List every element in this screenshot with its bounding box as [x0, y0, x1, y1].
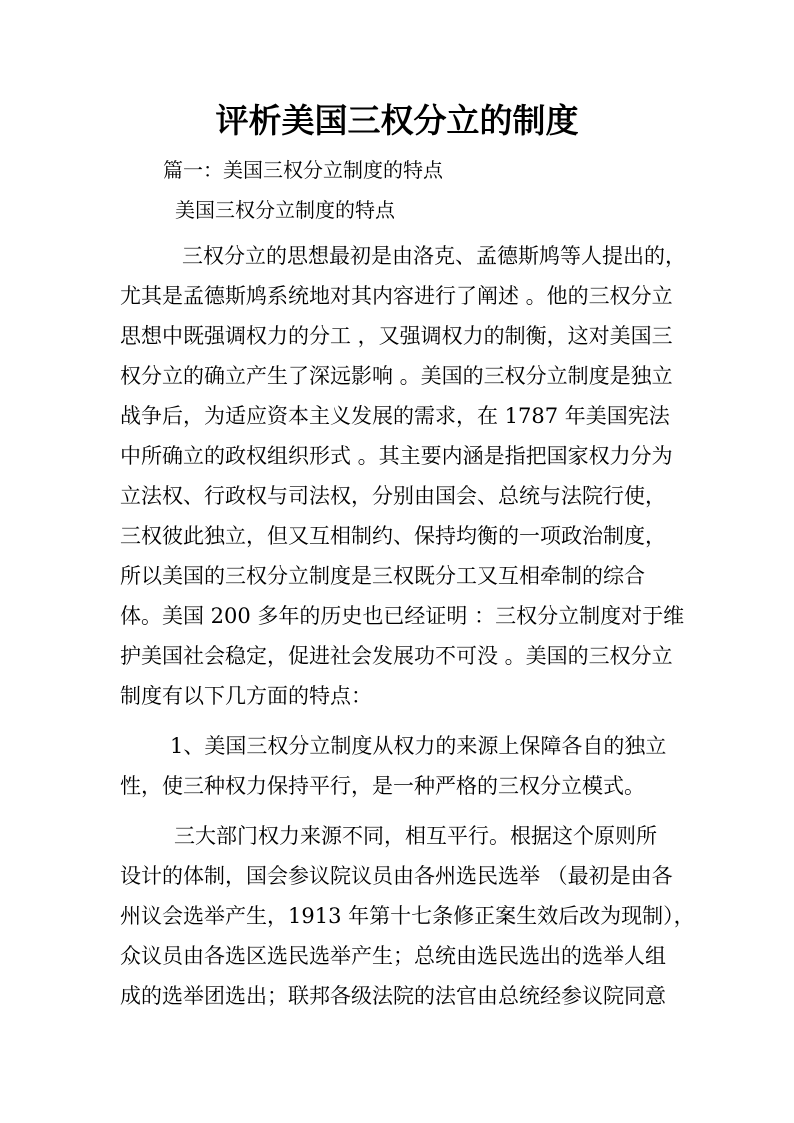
paragraph-line: 权分立的确立产生了深远影响 。美国的三权分立制度是独立: [120, 364, 673, 388]
paragraph-line: 三大部门权力来源不同，相互平行。根据这个原则所: [174, 824, 657, 848]
paragraph-line: 中所确立的政权组织形式 。其主要内涵是指把国家权力分为: [120, 444, 673, 468]
subheading-article-one: 篇一：美国三权分立制度的特点: [163, 158, 443, 182]
paragraph-line: 设计的体制，国会参议院议员由各州选民选举 （最初是由各: [120, 864, 673, 888]
paragraph-line: 思想中既强调权力的分工 ，又强调权力的制衡，这对美国三: [120, 324, 673, 348]
paragraph-line: 三权分立的思想最初是由洛克、孟德斯鸠等人提出的，: [182, 244, 686, 268]
paragraph-line: 三权彼此独立，但又互相制约、保持均衡的一项政治制度，: [120, 524, 666, 548]
paragraph-line: 尤其是孟德斯鸠系统地对其内容进行了阐述 。他的三权分立: [120, 284, 673, 308]
paragraph-line: 所以美国的三权分立制度是三权既分工又互相牵制的综合: [120, 564, 645, 588]
paragraph-line: 1、美国三权分立制度从权力的来源上保障各自的独立: [170, 734, 667, 758]
subheading-section: 美国三权分立制度的特点: [175, 198, 395, 222]
paragraph-line: 性，使三种权力保持平行，是一种严格的三权分立模式。: [120, 774, 645, 798]
paragraph-line: 立法权、行政权与司法权，分别由国会、总统与法院行使，: [120, 484, 666, 508]
paragraph-line: 体。美国 200 多年的历史也已经证明 ：三权分立制度对于维: [120, 604, 685, 628]
document-title: 评析美国三权分立的制度: [215, 101, 579, 140]
paragraph-line: 战争后，为适应资本主义发展的需求，在 1787 年美国宪法: [120, 404, 670, 428]
paragraph-line: 护美国社会稳定，促进社会发展功不可没 。美国的三权分立: [120, 644, 673, 668]
paragraph-line: 众议员由各选区选民选举产生；总统由选民选出的选举人组: [120, 944, 666, 968]
paragraph-line: 成的选举团选出；联邦各级法院的法官由总统经参议院同意: [120, 984, 666, 1008]
paragraph-line: 州议会选举产生，1913 年第十七条修正案生效后改为现制），: [120, 904, 695, 928]
paragraph-line: 制度有以下几方面的特点：: [120, 684, 372, 708]
